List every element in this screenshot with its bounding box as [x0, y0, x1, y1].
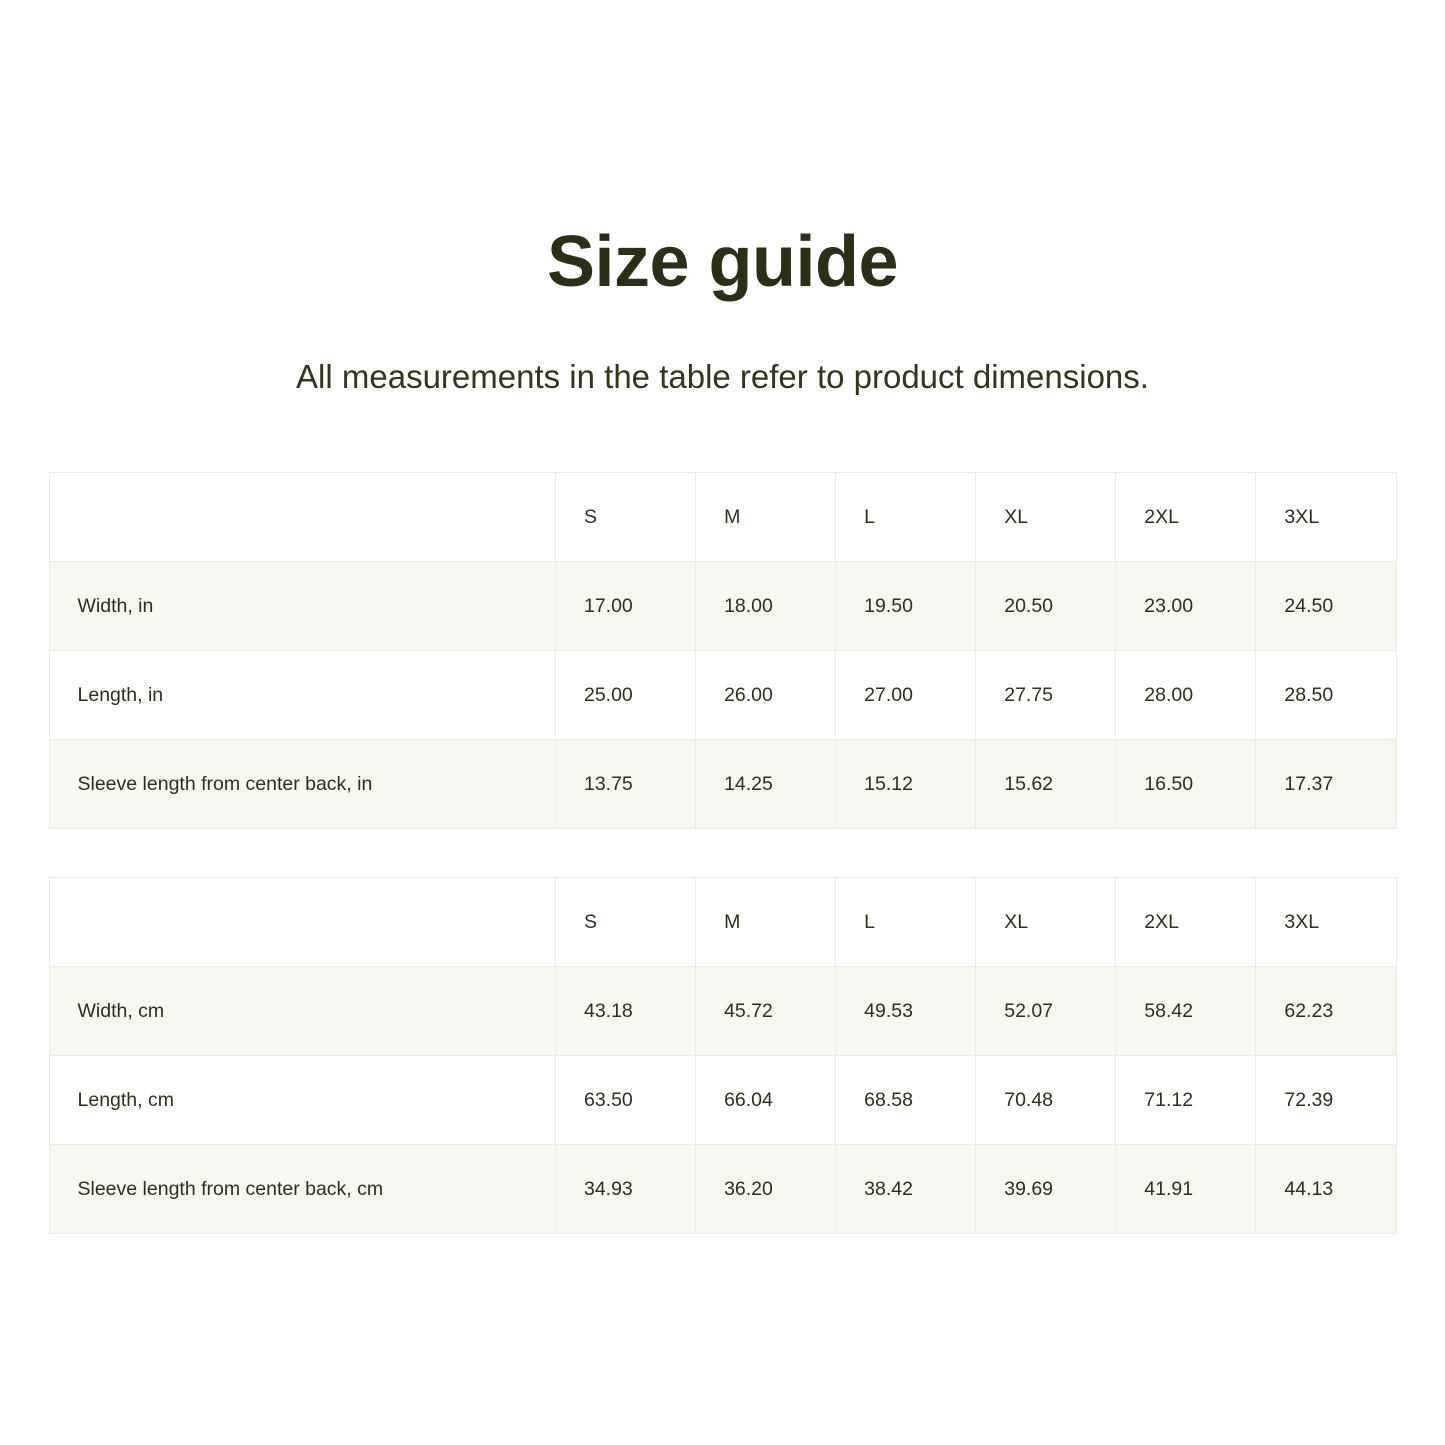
table-cell: 58.42	[1116, 967, 1256, 1056]
column-header: 2XL	[1116, 473, 1256, 562]
table-row	[49, 1145, 1396, 1234]
centimeters-size-table	[49, 877, 1397, 1234]
size-tables	[49, 472, 1397, 1234]
table-cell: 39.69	[976, 1145, 1116, 1234]
table-row	[49, 562, 1396, 651]
table-cell: 17.00	[555, 562, 695, 651]
table-cell: 71.12	[1116, 1056, 1256, 1145]
table-cell: 14.25	[696, 740, 836, 829]
column-header: 3XL	[1256, 878, 1396, 967]
table-cell: 16.50	[1116, 740, 1256, 829]
table-cell: 19.50	[836, 562, 976, 651]
table-cell: 63.50	[555, 1056, 695, 1145]
table-cell: 36.20	[696, 1145, 836, 1234]
table-row	[49, 1056, 1396, 1145]
column-header: M	[696, 878, 836, 967]
table-cell: 68.58	[836, 1056, 976, 1145]
table-cell: 17.37	[1256, 740, 1396, 829]
table-row	[49, 651, 1396, 740]
table-cell: 45.72	[696, 967, 836, 1056]
column-header: XL	[976, 473, 1116, 562]
table-header-row	[49, 878, 1396, 967]
row-label: Width, cm	[49, 967, 555, 1056]
table-cell: 72.39	[1256, 1056, 1396, 1145]
table-cell: 49.53	[836, 967, 976, 1056]
column-header: S	[555, 878, 695, 967]
table-cell: 24.50	[1256, 562, 1396, 651]
column-header	[49, 878, 555, 967]
table-cell: 52.07	[976, 967, 1116, 1056]
column-header: M	[696, 473, 836, 562]
column-header: L	[836, 473, 976, 562]
column-header: S	[555, 473, 695, 562]
column-header: 3XL	[1256, 473, 1396, 562]
table-cell: 62.23	[1256, 967, 1396, 1056]
row-label: Sleeve length from center back, cm	[49, 1145, 555, 1234]
table-cell: 70.48	[976, 1056, 1116, 1145]
table-cell: 38.42	[836, 1145, 976, 1234]
column-header: 2XL	[1116, 878, 1256, 967]
column-header	[49, 473, 555, 562]
row-label: Length, in	[49, 651, 555, 740]
table-cell: 27.75	[976, 651, 1116, 740]
table-cell: 26.00	[696, 651, 836, 740]
table-spacer	[49, 829, 1397, 877]
table-cell: 34.93	[555, 1145, 695, 1234]
table-cell: 28.50	[1256, 651, 1396, 740]
table-cell: 15.12	[836, 740, 976, 829]
row-label: Width, in	[49, 562, 555, 651]
row-label: Sleeve length from center back, in	[49, 740, 555, 829]
row-label: Length, cm	[49, 1056, 555, 1145]
column-header: XL	[976, 878, 1116, 967]
table-cell: 43.18	[555, 967, 695, 1056]
table-cell: 28.00	[1116, 651, 1256, 740]
table-cell: 41.91	[1116, 1145, 1256, 1234]
table-cell: 66.04	[696, 1056, 836, 1145]
table-cell: 20.50	[976, 562, 1116, 651]
table-cell: 25.00	[555, 651, 695, 740]
table-cell: 15.62	[976, 740, 1116, 829]
table-cell: 18.00	[696, 562, 836, 651]
table-cell: 23.00	[1116, 562, 1256, 651]
table-cell: 44.13	[1256, 1145, 1396, 1234]
page-subtitle: All measurements in the table refer to product dimensions.	[296, 357, 1149, 395]
page-title: Size guide	[546, 222, 899, 302]
table-row	[49, 967, 1396, 1056]
column-header: L	[836, 878, 976, 967]
table-cell: 27.00	[836, 651, 976, 740]
table-cell: 13.75	[555, 740, 695, 829]
table-row	[49, 740, 1396, 829]
table-header-row	[49, 473, 1396, 562]
inches-size-table	[49, 472, 1397, 829]
